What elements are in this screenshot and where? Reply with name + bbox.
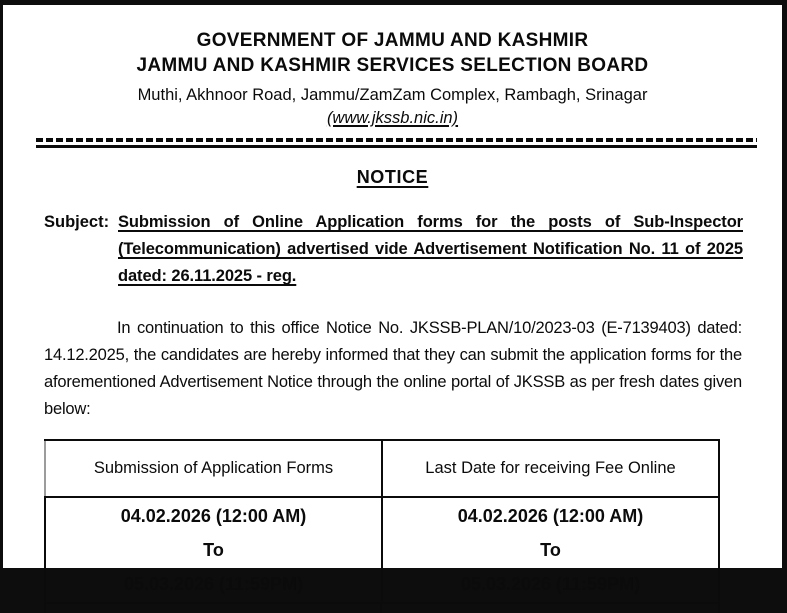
- fee-dates-cell: [382, 497, 719, 603]
- solid-separator: [36, 145, 757, 148]
- body-paragraph: In continuation to this office Notice No. JKSSB-PLAN/10/2023-03 (E-7139403) dated: 14.12.2025, the candidates are hereby informed that they can submit the application forms for the aforementioned Advertisement Notice through the online portal of JKSSB as per fresh dates given below:: [44, 319, 742, 418]
- dashed-separator: [36, 138, 757, 142]
- column-header-submission: Submission of Application Forms: [45, 440, 382, 497]
- submission-to-label: To: [203, 540, 224, 560]
- submission-end-date: 05.03.2026 (11:59PM): [123, 574, 304, 594]
- fee-end-date: 05.03.2026 (11:59PM): [460, 574, 641, 594]
- website-link[interactable]: (www.jkssb.nic.in): [326, 109, 459, 127]
- submission-dates-cell: [45, 497, 382, 603]
- fee-to-label: To: [540, 540, 561, 560]
- board-address: Muthi, Akhnoor Road, Jammu/ZamZam Complex, Rambagh, Srinagar: [137, 86, 648, 104]
- table-stub-right: [718, 604, 720, 613]
- subject-row: [44, 209, 743, 290]
- website-line: [3, 108, 782, 128]
- table-stub-left: [44, 604, 46, 613]
- fee-start-date: 04.02.2026 (12:00 AM): [457, 506, 644, 526]
- schedule-table-dates-row: [45, 497, 719, 603]
- submission-start-date: 04.02.2026 (12:00 AM): [120, 506, 307, 526]
- notice-document-page: [3, 5, 782, 594]
- notice-heading: [3, 167, 782, 188]
- document-header: [3, 5, 782, 128]
- government-title: GOVERNMENT OF JAMMU AND KASHMIR: [196, 30, 589, 51]
- schedule-table: [44, 439, 720, 604]
- column-header-fee-online: Last Date for receiving Fee Online: [382, 440, 719, 497]
- subject-label: Subject:: [44, 213, 110, 231]
- notice-heading-text: NOTICE: [356, 167, 429, 187]
- board-title: JAMMU AND KASHMIR SERVICES SELECTION BOARD: [136, 55, 649, 76]
- subject-text: Submission of Online Application forms for the posts of Sub-Inspector (Telecommunication) advertised vide Advertisement Notification No. 11 of 2025 dated: 26.11.2025 - reg.: [118, 213, 743, 285]
- table-border-stubs: [44, 604, 720, 613]
- schedule-table-header-row: [45, 440, 719, 497]
- table-stub-middle: [380, 604, 382, 613]
